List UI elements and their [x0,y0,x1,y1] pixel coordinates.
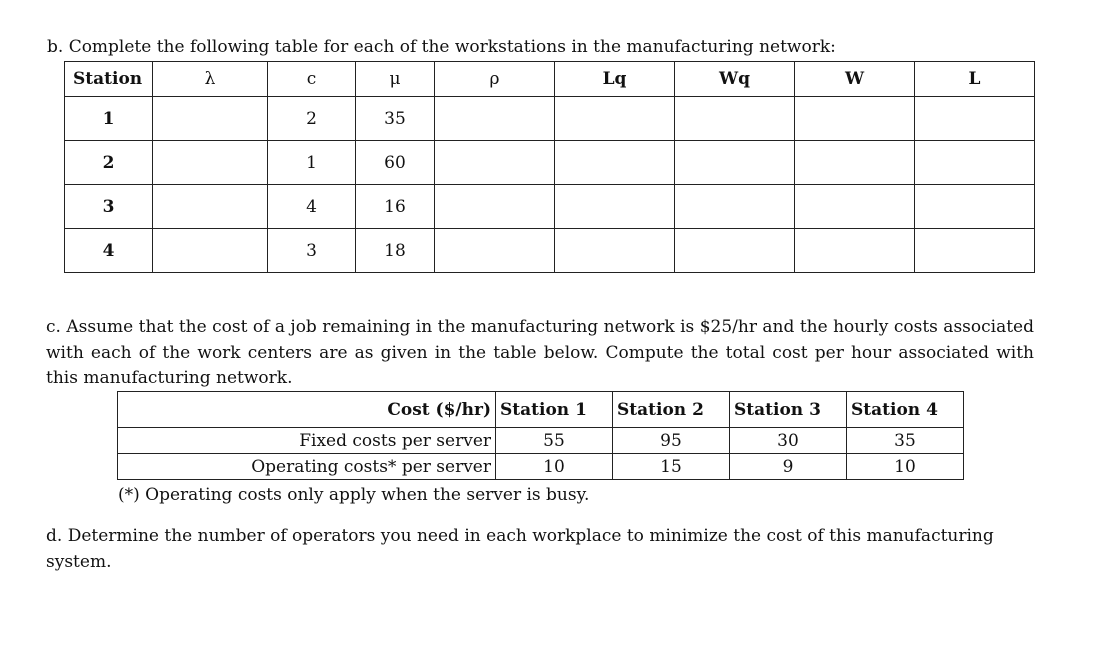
fixed-costs-label: Fixed costs per server [118,428,496,454]
part-d-prompt: d. Determine the number of operators you need in each workplace to minimize the cost of this manufacturing system. [46,526,994,572]
header-mu: μ [356,62,435,97]
station-id: 2 [65,141,153,185]
header-lambda: λ [153,62,268,97]
station-id: 4 [65,229,153,273]
table-row [65,141,1035,185]
lq-cell[interactable] [555,97,675,141]
part-c-prompt: c. Assume that the cost of a job remaining in the manufacturing network is $25/hr and the hourly costs associated with each of the work centers are as given in the table below. Compute the total cost per hour associated with this manufacturing network. [46,317,1034,388]
station-id: 3 [65,185,153,229]
header-l: L [915,62,1035,97]
mu-cell: 18 [356,229,435,273]
table-row [65,97,1035,141]
wq-cell[interactable] [675,229,795,273]
l-cell[interactable] [915,185,1035,229]
operating-costs-footnote: (*) Operating costs only apply when the server is busy. [118,485,590,505]
c-cell: 2 [268,97,356,141]
wq-cell[interactable] [675,185,795,229]
lambda-cell[interactable] [153,185,268,229]
rho-cell[interactable] [435,97,555,141]
lambda-cell[interactable] [153,97,268,141]
rho-cell[interactable] [435,141,555,185]
header-wq: Wq [675,62,795,97]
c-cell: 3 [268,229,356,273]
fixed-cost-value: 35 [847,428,964,454]
station-table-header-row [65,62,1035,97]
header-rho: ρ [435,62,555,97]
cost-table [117,391,964,480]
station-id: 1 [65,97,153,141]
mu-cell: 16 [356,185,435,229]
wq-cell[interactable] [675,141,795,185]
l-cell[interactable] [915,97,1035,141]
lambda-cell[interactable] [153,229,268,273]
mu-cell: 60 [356,141,435,185]
lq-cell[interactable] [555,185,675,229]
lambda-cell[interactable] [153,141,268,185]
l-cell[interactable] [915,141,1035,185]
header-lq: Lq [555,62,675,97]
station-table [64,61,1035,273]
header-station: Station [65,62,153,97]
w-cell[interactable] [795,97,915,141]
operating-costs-label: Operating costs* per server [118,454,496,480]
lq-cell[interactable] [555,229,675,273]
station-2-header: Station 2 [613,392,730,428]
c-cell: 1 [268,141,356,185]
operating-cost-value: 15 [613,454,730,480]
station-4-header: Station 4 [847,392,964,428]
w-cell[interactable] [795,229,915,273]
mu-cell: 35 [356,97,435,141]
w-cell[interactable] [795,185,915,229]
rho-cell[interactable] [435,229,555,273]
wq-cell[interactable] [675,97,795,141]
header-c: c [268,62,356,97]
station-1-header: Station 1 [496,392,613,428]
fixed-costs-row [118,428,964,454]
operating-costs-row [118,454,964,480]
operating-cost-value: 10 [847,454,964,480]
cost-corner-label: Cost ($/hr) [118,392,496,428]
part-b-prompt: b. Complete the following table for each of the workstations in the manufacturing network: [47,37,836,57]
header-w: W [795,62,915,97]
fixed-cost-value: 95 [613,428,730,454]
table-row [65,229,1035,273]
w-cell[interactable] [795,141,915,185]
c-cell: 4 [268,185,356,229]
operating-cost-value: 9 [730,454,847,480]
operating-cost-value: 10 [496,454,613,480]
l-cell[interactable] [915,229,1035,273]
fixed-cost-value: 55 [496,428,613,454]
cost-table-header-row [118,392,964,428]
station-3-header: Station 3 [730,392,847,428]
table-row [65,185,1035,229]
lq-cell[interactable] [555,141,675,185]
fixed-cost-value: 30 [730,428,847,454]
rho-cell[interactable] [435,185,555,229]
